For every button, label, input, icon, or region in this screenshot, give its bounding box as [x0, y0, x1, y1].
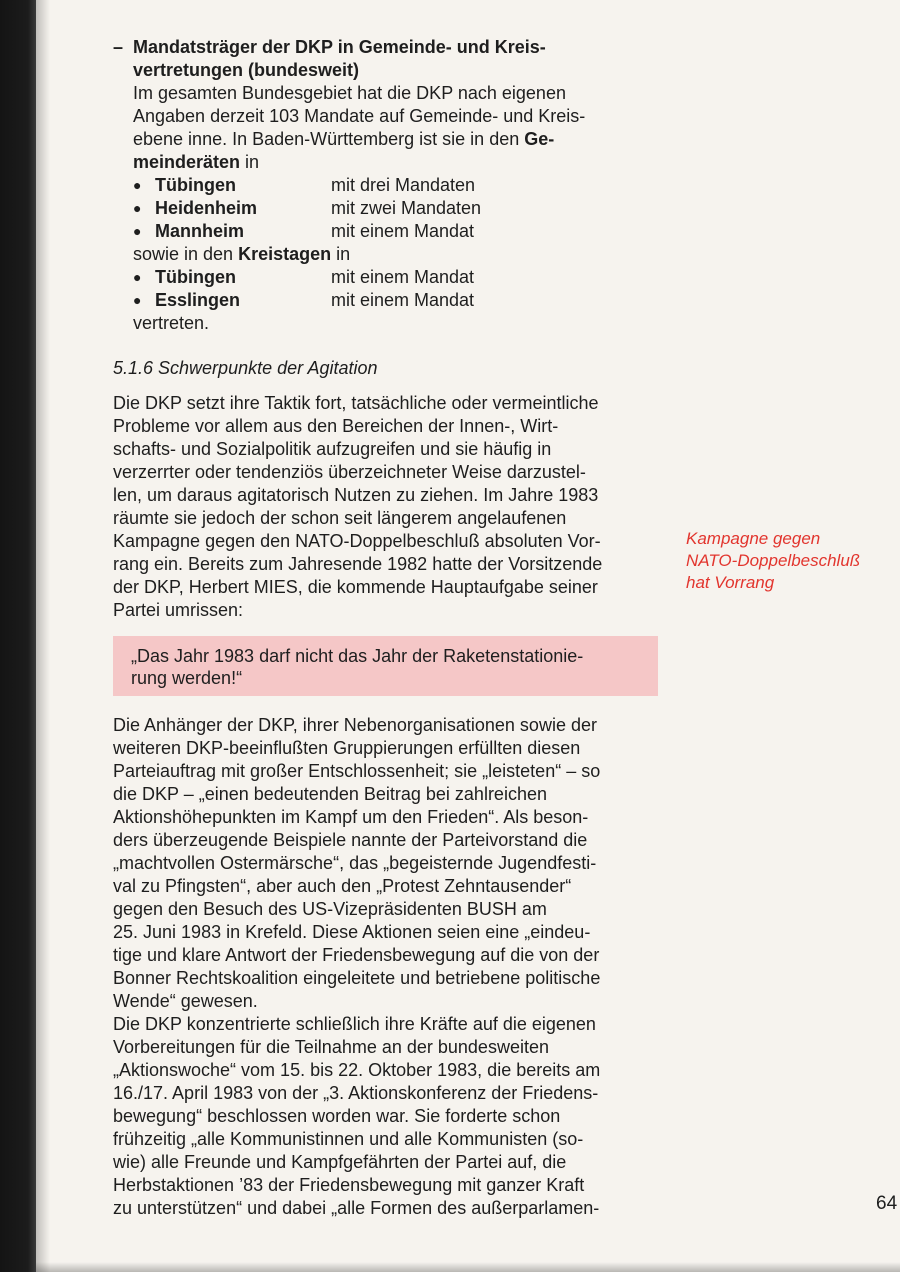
text-line: Die DKP konzentrierte schließlich ihre Kräfte auf die eigenen	[113, 1014, 596, 1034]
margin-note	[686, 528, 886, 594]
mandate-intro-line: meinderäten in	[133, 152, 260, 172]
text-line: der DKP, Herbert MIES, die kommende Hauptaufgabe seiner	[113, 577, 598, 597]
text-line: Kampagne gegen den NATO-Doppelbeschluß absoluten Vor-	[113, 531, 601, 551]
page-gutter-shadow	[36, 0, 50, 1272]
mandate-count: mit einem Mandat	[331, 221, 475, 241]
mandate-heading-line: vertretungen (bundesweit)	[133, 60, 360, 80]
text-line: Probleme vor allem aus den Bereichen der Innen-, Wirt-	[113, 416, 559, 436]
margin-note-line: Kampagne gegen	[686, 529, 821, 548]
text-line: „machtvollen Ostermärsche“, das „begeisternde Jugendfesti-	[113, 853, 597, 873]
text-line: 16./17. April 1983 von der „3. Aktionskonferenz der Friedens-	[113, 1083, 599, 1103]
page-number: 64	[876, 1193, 898, 1214]
text-line: Die DKP setzt ihre Taktik fort, tatsächliche oder vermeintliche	[113, 393, 599, 413]
highlighted-quote	[113, 636, 658, 696]
paragraph-campaign	[113, 714, 658, 1220]
text-line: räumte sie jedoch der schon seit längerem angelaufenen	[113, 508, 567, 528]
book-spine-shadow	[0, 0, 36, 1272]
text-line: Bonner Rechtskoalition eingeleitete und betriebene politische	[113, 968, 601, 988]
text-line: rang ein. Bereits zum Jahresende 1982 hatte der Vorsitzende	[113, 554, 603, 574]
bullet-icon: ●	[133, 223, 142, 239]
margin-note-line: NATO-Doppelbeschluß	[686, 551, 861, 570]
quote-line: „Das Jahr 1983 darf nicht das Jahr der Raketenstationie-	[131, 646, 584, 666]
mandate-intro-line: Angaben derzeit 103 Mandate auf Gemeinde- und Kreis-	[133, 106, 586, 126]
mandate-heading-line: Mandatsträger der DKP in Gemeinde- und Kreis-	[133, 37, 546, 57]
text-line: Parteiauftrag mit großer Entschlossenheit; sie „leisteten“ – so	[113, 761, 601, 781]
place-name: Esslingen	[155, 290, 241, 310]
gemeinderat-entry	[133, 174, 658, 197]
mandate-intro-line: Im gesamten Bundesgebiet hat die DKP nach eigenen	[133, 83, 566, 103]
text-line: gegen den Besuch des US-Vizepräsidenten BUSH am	[113, 899, 547, 919]
page-bottom-shadow	[36, 1262, 900, 1272]
quote-line: rung werden!“	[131, 668, 243, 688]
text-line: bewegung“ beschlossen worden war. Sie forderte schon	[113, 1106, 561, 1126]
gemeinderat-entry	[133, 220, 658, 243]
margin-note-line: hat Vorrang	[686, 573, 775, 592]
mandate-intro-line: ebene inne. In Baden-Württemberg ist sie in den Ge-	[133, 129, 555, 149]
place-name: Mannheim	[155, 221, 245, 241]
mandate-list-section	[113, 36, 658, 335]
text-line: die DKP – „einen bedeutenden Beitrag bei zahlreichen	[113, 784, 547, 804]
text-line: frühzeitig „alle Kommunistinnen und alle Kommunisten (so-	[113, 1129, 584, 1149]
mandate-count: mit zwei Mandaten	[331, 198, 482, 218]
mandate-count: mit drei Mandaten	[331, 175, 476, 195]
text-line: val zu Pfingsten“, aber auch den „Protest Zehntausender“	[113, 876, 572, 896]
text-line: Aktionshöhepunkten im Kampf um den Frieden“. Als beson-	[113, 807, 589, 827]
place-name: Tübingen	[155, 267, 236, 287]
place-name: Tübingen	[155, 175, 236, 195]
text-line: Partei umrissen:	[113, 600, 244, 620]
text-line: Vorbereitungen für die Teilnahme an der bundesweiten	[113, 1037, 549, 1057]
text-line: ders überzeugende Beispiele nannte der Parteivorstand die	[113, 830, 588, 850]
kreistage-intro-line: sowie in den Kreistagen in	[133, 244, 351, 264]
text-line: Wende“ gewesen.	[113, 991, 258, 1011]
text-line: wie) alle Freunde und Kampfgefährten der Partei auf, die	[113, 1152, 567, 1172]
text-line: 25. Juni 1983 in Krefeld. Diese Aktionen seien eine „eindeu-	[113, 922, 591, 942]
text-line: zu unterstützen“ und dabei „alle Formen des außerparlamen-	[113, 1198, 600, 1218]
mandate-list-body	[133, 36, 658, 335]
bullet-icon: ●	[133, 292, 142, 308]
quote-text	[131, 645, 651, 689]
paragraph-agitation	[113, 392, 658, 622]
text-line: Herbstaktionen ’83 der Friedensbewegung mit ganzer Kraft	[113, 1175, 585, 1195]
mandate-count: mit einem Mandat	[331, 267, 475, 287]
text-line: weiteren DKP-beeinflußten Gruppierungen erfüllten diesen	[113, 738, 581, 758]
mandate-count: mit einem Mandat	[331, 290, 475, 310]
text-line: verzerrter oder tendenziös überzeichneter Weise darzustel-	[113, 462, 586, 482]
text-line: Die Anhänger der DKP, ihrer Nebenorganisationen sowie der	[113, 715, 597, 735]
text-line: schafts- und Sozialpolitik aufzugreifen und sie häufig in	[113, 439, 552, 459]
bullet-icon: ●	[133, 200, 142, 216]
place-name: Heidenheim	[155, 198, 258, 218]
kreistag-entry	[133, 266, 658, 289]
text-line: „Aktionswoche“ vom 15. bis 22. Oktober 1983, die bereits am	[113, 1060, 601, 1080]
bullet-icon: ●	[133, 177, 142, 193]
text-line: len, um daraus agitatorisch Nutzen zu ziehen. Im Jahre 1983	[113, 485, 599, 505]
mandate-closing-line: vertreten.	[133, 313, 210, 333]
text-line: tige und klare Antwort der Friedensbewegung auf die von der	[113, 945, 600, 965]
gemeinderat-entry	[133, 197, 658, 220]
kreistag-entry	[133, 289, 658, 312]
list-dash: –	[113, 37, 124, 57]
section-heading: 5.1.6 Schwerpunkte der Agitation	[113, 358, 378, 378]
bullet-icon: ●	[133, 269, 142, 285]
